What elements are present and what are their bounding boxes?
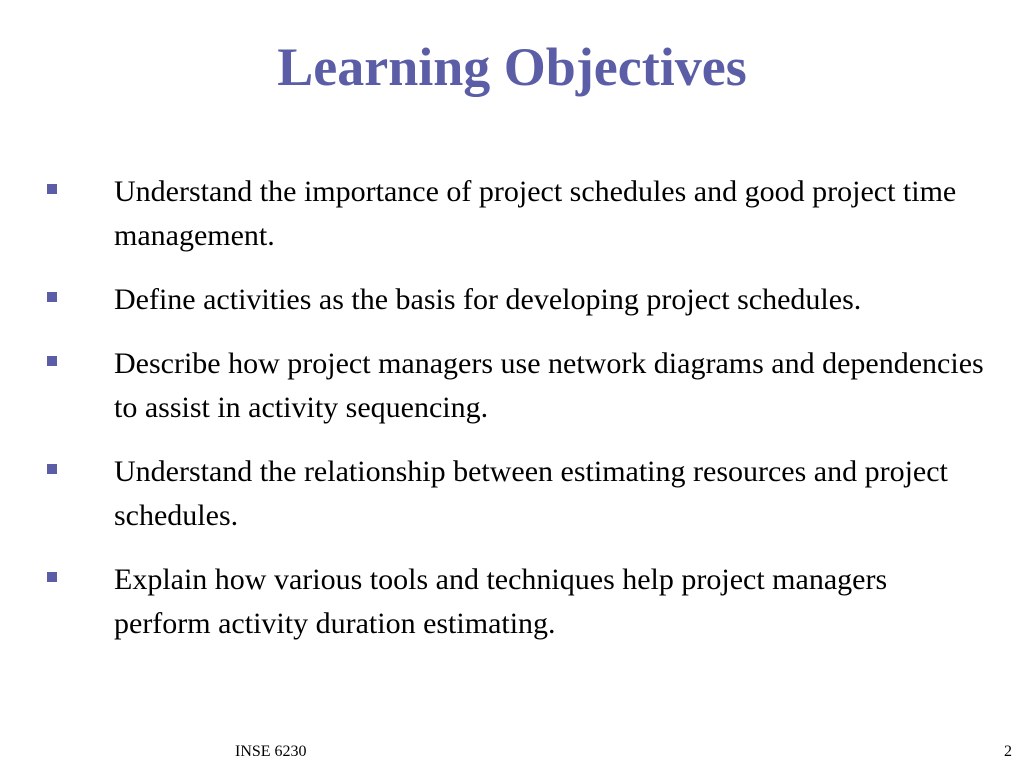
bullet-text: Define activities as the basis for developing project schedules. [114,283,862,316]
square-bullet-icon [47,464,57,474]
footer-page-number: 2 [1004,743,1012,760]
list-item [0,558,1024,646]
slide-title: Learning Objectives [277,37,747,97]
square-bullet-icon [47,572,57,582]
bullet-text: Explain how various tools and techniques help project managers perform activity duration estimating. [114,563,888,640]
list-item [0,450,1024,538]
footer-course-code: INSE 6230 [235,743,307,760]
bullet-text: Understand the relationship between estimating resources and project schedules. [114,455,948,532]
objectives-list [0,170,1024,666]
list-item [0,170,1024,258]
list-item [0,342,1024,430]
square-bullet-icon [47,292,57,302]
bullet-text: Understand the importance of project schedules and good project time management. [114,175,957,252]
square-bullet-icon [47,356,57,366]
list-item [0,278,1024,322]
square-bullet-icon [47,184,57,194]
bullet-text: Describe how project managers use network diagrams and dependencies to assist in activity sequencing. [114,347,984,424]
